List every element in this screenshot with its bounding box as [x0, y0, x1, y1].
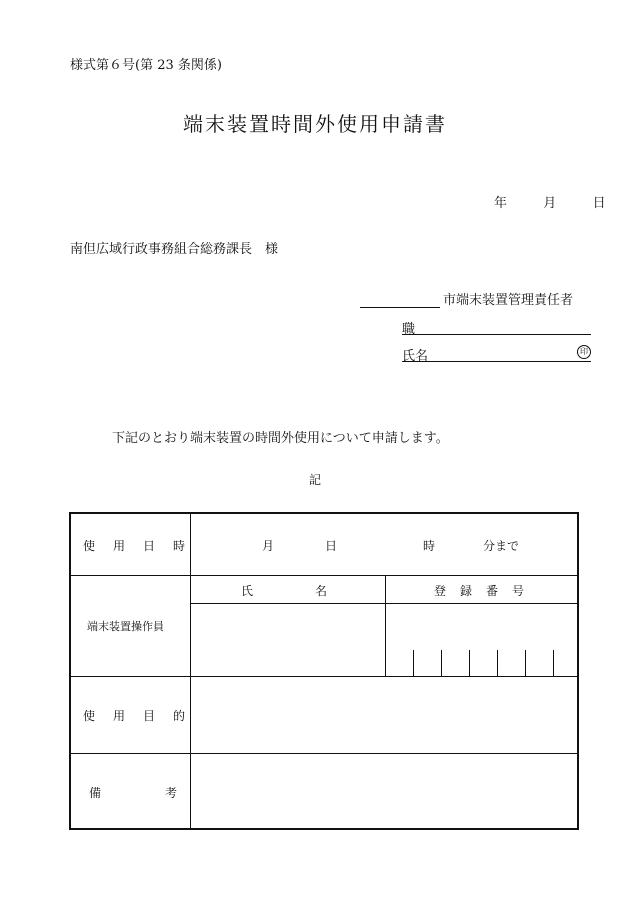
- applicant-role: [360, 289, 573, 308]
- usage-datetime-field[interactable]: [191, 514, 577, 574]
- purpose-label: 使 用 目 的: [83, 709, 186, 723]
- registration-number-field[interactable]: [386, 604, 577, 675]
- usage-day: 日: [325, 539, 338, 553]
- row-divider: [71, 575, 577, 576]
- addressee: 南但広域行政事務組合総務課長 様: [70, 242, 279, 257]
- applicant-role-suffix: 市端末装置管理責任者: [443, 293, 574, 308]
- seal-icon: 印: [577, 345, 591, 359]
- remarks-label: 備 考: [89, 786, 178, 800]
- date-line: [494, 192, 606, 211]
- operator-name-header: 氏 名: [241, 584, 328, 598]
- name-label: 氏名: [402, 349, 429, 364]
- date-year: 年: [494, 196, 508, 211]
- form-number: 様式第６号(第 23 条関係): [70, 58, 222, 73]
- city-blank-field[interactable]: [360, 294, 440, 308]
- usage-hour: 時: [423, 539, 436, 553]
- usage-datetime-label: 使 用 日 時: [83, 539, 186, 553]
- usage-month: 月: [262, 539, 275, 553]
- intro-text: 下記のとおり端末装置の時間外使用について申請します。: [112, 431, 449, 446]
- document-title: 端末装置時間外使用申請書: [183, 112, 447, 136]
- operator-label: 端末装置操作員: [87, 620, 164, 633]
- operator-name-field[interactable]: [191, 604, 384, 675]
- purpose-field[interactable]: [191, 677, 577, 752]
- position-label: 職: [402, 322, 416, 337]
- position-field[interactable]: [402, 318, 591, 335]
- usage-minute-until: 分まで: [483, 539, 520, 553]
- ki-heading: 記: [308, 473, 321, 487]
- date-day: 日: [592, 196, 606, 211]
- date-month: 月: [543, 196, 557, 211]
- application-table: [69, 512, 579, 830]
- remarks-field[interactable]: [191, 754, 577, 828]
- registration-number-header: 登 録 番 号: [434, 584, 525, 598]
- name-field[interactable]: [402, 345, 591, 362]
